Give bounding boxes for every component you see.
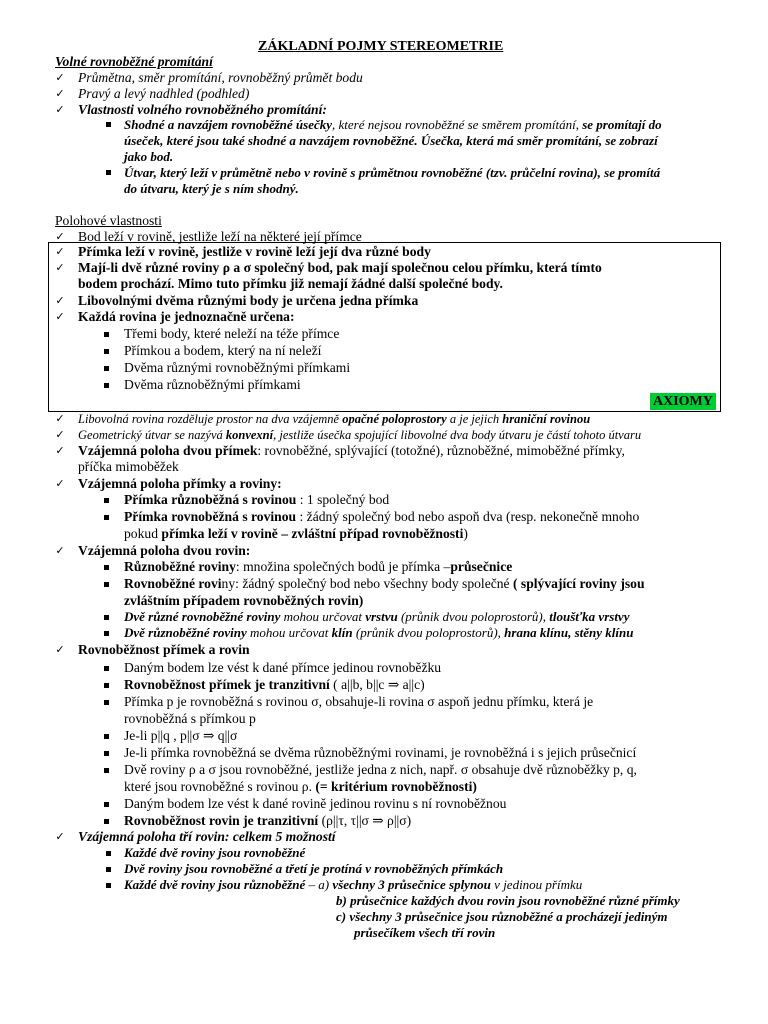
bullet-text: Vzájemná poloha tří rovin: celkem 5 možností: [78, 829, 336, 844]
bullet-text-cont: které jsou rovnoběžné s rovinou ρ. (= kritérium rovnoběžnosti): [124, 779, 477, 794]
square-bullet-icon: [104, 332, 109, 337]
bullet-text: Přímka p je rovnoběžná s rovinou σ, obsahuje-li rovina σ aspoň jednu přímku, která je: [124, 694, 594, 709]
checkmark-icon: ✓: [55, 643, 65, 656]
page-title: ZÁKLADNÍ POJMY STEREOMETRIE: [258, 39, 504, 54]
axiom-text: Libovolnými dvěma různými body je určena jedna přímka: [78, 293, 419, 308]
square-bullet-icon: [104, 768, 109, 773]
square-bullet-icon: [104, 751, 109, 756]
bullet-text: Útvar, který leží v průmětně nebo v rovině s průmětnou rovnoběžné (tzv. průčelní rovina), se promítá: [124, 165, 661, 180]
square-bullet-icon: [104, 582, 109, 587]
bullet-text-cont: jako bod.: [124, 149, 174, 164]
checkmark-icon: ✓: [55, 544, 65, 557]
checkmark-icon: ✓: [55, 103, 65, 116]
bullet-text: Rovnoběžnost rovin je tranzitivní (ρ||τ, τ||σ ⇒ ρ||σ): [124, 813, 412, 828]
bullet-text: Vlastnosti volného rovnoběžného promítání:: [78, 102, 327, 117]
bullet-text: Přímka různoběžná s rovinou : 1 společný bod: [124, 492, 390, 507]
square-bullet-icon: [104, 349, 109, 354]
checkmark-icon: ✓: [55, 428, 65, 441]
square-bullet-icon: [106, 851, 111, 856]
checkmark-icon: ✓: [55, 477, 65, 490]
bullet-text: Vzájemná poloha dvou rovin:: [78, 543, 251, 558]
bullet-text-cont: pokud přímka leží v rovině – zvláštní případ rovnoběžnosti): [124, 526, 468, 541]
bullet-text: Geometrický útvar se nazývá konvexní, jestliže úsečka spojující libovolné dva body útvaru je částí tohoto útvaru: [78, 428, 642, 442]
bullet-text: Dvě roviny jsou rovnoběžné a třetí je protíná v rovnoběžných přímkách: [124, 861, 504, 876]
checkmark-icon: ✓: [55, 261, 65, 274]
bullet-text-cont: úseček, které jsou také shodné a navzájem rovnoběžné. Úsečka, která má směr promítání, se zobrazí: [124, 133, 658, 148]
square-bullet-icon: [104, 734, 109, 739]
bullet-text: Je-li přímka rovnoběžná se dvěma různoběžnými rovinami, je rovnoběžná i s jejich průsečnicí: [124, 745, 637, 760]
section-heading-projection: Volné rovnoběžné promítání: [55, 54, 213, 69]
square-bullet-icon: [104, 802, 109, 807]
bullet-text: Průmětna, směr promítání, rovnoběžný průmět bodu: [78, 70, 363, 85]
bullet-text-cont: rovnoběžná s přímkou p: [124, 711, 256, 726]
square-bullet-icon: [104, 498, 109, 503]
bullet-text-cont: zvláštním případem rovnoběžných rovin): [124, 593, 364, 608]
bullet-text: Daným bodem lze vést k dané přímce jedinou rovnoběžku: [124, 660, 442, 675]
checkmark-icon: ✓: [55, 87, 65, 100]
bullet-text: Rovnoběžné roviny: žádný společný bod nebo všechny body společné ( splývající roviny jsou: [124, 576, 645, 591]
square-bullet-icon: [106, 883, 111, 888]
checkmark-icon: ✓: [55, 444, 65, 457]
bullet-text: Vzájemná poloha dvou přímek: rovnoběžné, splývající (totožné), různoběžné, mimoběžné přímky,: [78, 443, 625, 458]
bullet-text: Přímkou a bodem, který na ní neleží: [124, 343, 322, 358]
axioms-tag: AXIOMY: [650, 393, 716, 410]
square-bullet-icon: [106, 867, 111, 872]
bullet-text: Každé dvě roviny jsou rovnoběžné: [124, 845, 306, 860]
bullet-text: Každé dvě roviny jsou různoběžné – a) všechny 3 průsečnice splynou v jedinou přímku: [124, 877, 583, 892]
bullet-text: Přímka rovnoběžná s rovinou : žádný společný bod nebo aspoň dva (resp. nekonečně mnoho: [124, 509, 640, 524]
square-bullet-icon: [104, 515, 109, 520]
axiom-text: Každá rovina je jednoznačně určena:: [78, 309, 295, 324]
sub-item-c-cont: průsečíkem všech tří rovin: [354, 925, 496, 940]
bullet-text-cont: do útvaru, který je s ním shodný.: [124, 181, 299, 196]
square-bullet-icon: [104, 615, 109, 620]
axiom-text: Mají-li dvě různé roviny ρ a σ společný bod, pak mají společnou celou přímku, která tímto: [78, 260, 602, 275]
axiom-text: Přímka leží v rovině, jestliže v rovině leží její dva různé body: [78, 244, 431, 259]
square-bullet-icon: [106, 122, 111, 127]
sub-item-b: b) průsečnice každých dvou rovin jsou rovnoběžné různé přímky: [336, 893, 680, 908]
square-bullet-icon: [104, 631, 109, 636]
bullet-text: Bod leží v rovině, jestliže leží na některé její přímce: [78, 229, 362, 244]
square-bullet-icon: [104, 683, 109, 688]
bullet-text: Daným bodem lze vést k dané rovině jedinou rovinu s ní rovnoběžnou: [124, 796, 507, 811]
checkmark-icon: ✓: [55, 230, 65, 243]
checkmark-icon: ✓: [55, 294, 65, 307]
square-bullet-icon: [104, 666, 109, 671]
bullet-text: Dvěma různoběžnými přímkami: [124, 377, 301, 392]
square-bullet-icon: [106, 170, 111, 175]
bullet-text: Třemi body, které neleží na téže přímce: [124, 326, 340, 341]
bullet-text: Dvě různoběžné roviny mohou určovat klín (průnik dvou poloprostorů), hrana klínu, stěny klínu: [124, 625, 634, 640]
bullet-text: Libovolná rovina rozděluje prostor na dva vzájemně opačné poloprostory a je jejich hraniční rovinou: [78, 412, 591, 426]
square-bullet-icon: [104, 819, 109, 824]
section-heading-position: Polohové vlastnosti: [55, 213, 162, 228]
checkmark-icon: ✓: [55, 245, 65, 258]
bullet-text: Shodné a navzájem rovnoběžné úsečky, které nejsou rovnoběžné se směrem promítání, se promítají do: [124, 117, 662, 132]
square-bullet-icon: [104, 700, 109, 705]
checkmark-icon: ✓: [55, 71, 65, 84]
bullet-text: Dvě různé rovnoběžné roviny mohou určovat vrstvu (průnik dvou poloprostorů), tloušťka vrstvy: [124, 609, 630, 624]
square-bullet-icon: [104, 565, 109, 570]
sub-item-c: c) všechny 3 průsečnice jsou různoběžné a procházejí jediným: [336, 909, 668, 924]
checkmark-icon: ✓: [55, 830, 65, 843]
bullet-text: Je-li p||q , p||σ ⇒ q||σ: [124, 728, 238, 743]
bullet-text: Pravý a levý nadhled (podhled): [78, 86, 250, 101]
bullet-text: Dvěma různými rovnoběžnými přímkami: [124, 360, 351, 375]
bullet-text: Rovnoběžnost přímek a rovin: [78, 642, 250, 657]
bullet-text: Různoběžné roviny: množina společných bodů je přímka –průsečnice: [124, 559, 513, 574]
axiom-text-cont: bodem prochází. Mimo tuto přímku již nemají žádné další společné body.: [78, 276, 503, 291]
checkmark-icon: ✓: [55, 412, 65, 425]
bullet-text: Rovnoběžnost přímek je tranzitivní ( a||b, b||c ⇒ a||c): [124, 677, 425, 692]
bullet-text-cont: příčka mimoběžek: [78, 459, 179, 474]
bullet-text: Vzájemná poloha přímky a roviny:: [78, 476, 282, 491]
checkmark-icon: ✓: [55, 310, 65, 323]
square-bullet-icon: [104, 366, 109, 371]
bullet-text: Dvě roviny ρ a σ jsou rovnoběžné, jestliže jedna z nich, např. σ obsahuje dvě různoběžky p, q,: [124, 762, 637, 777]
square-bullet-icon: [104, 383, 109, 388]
